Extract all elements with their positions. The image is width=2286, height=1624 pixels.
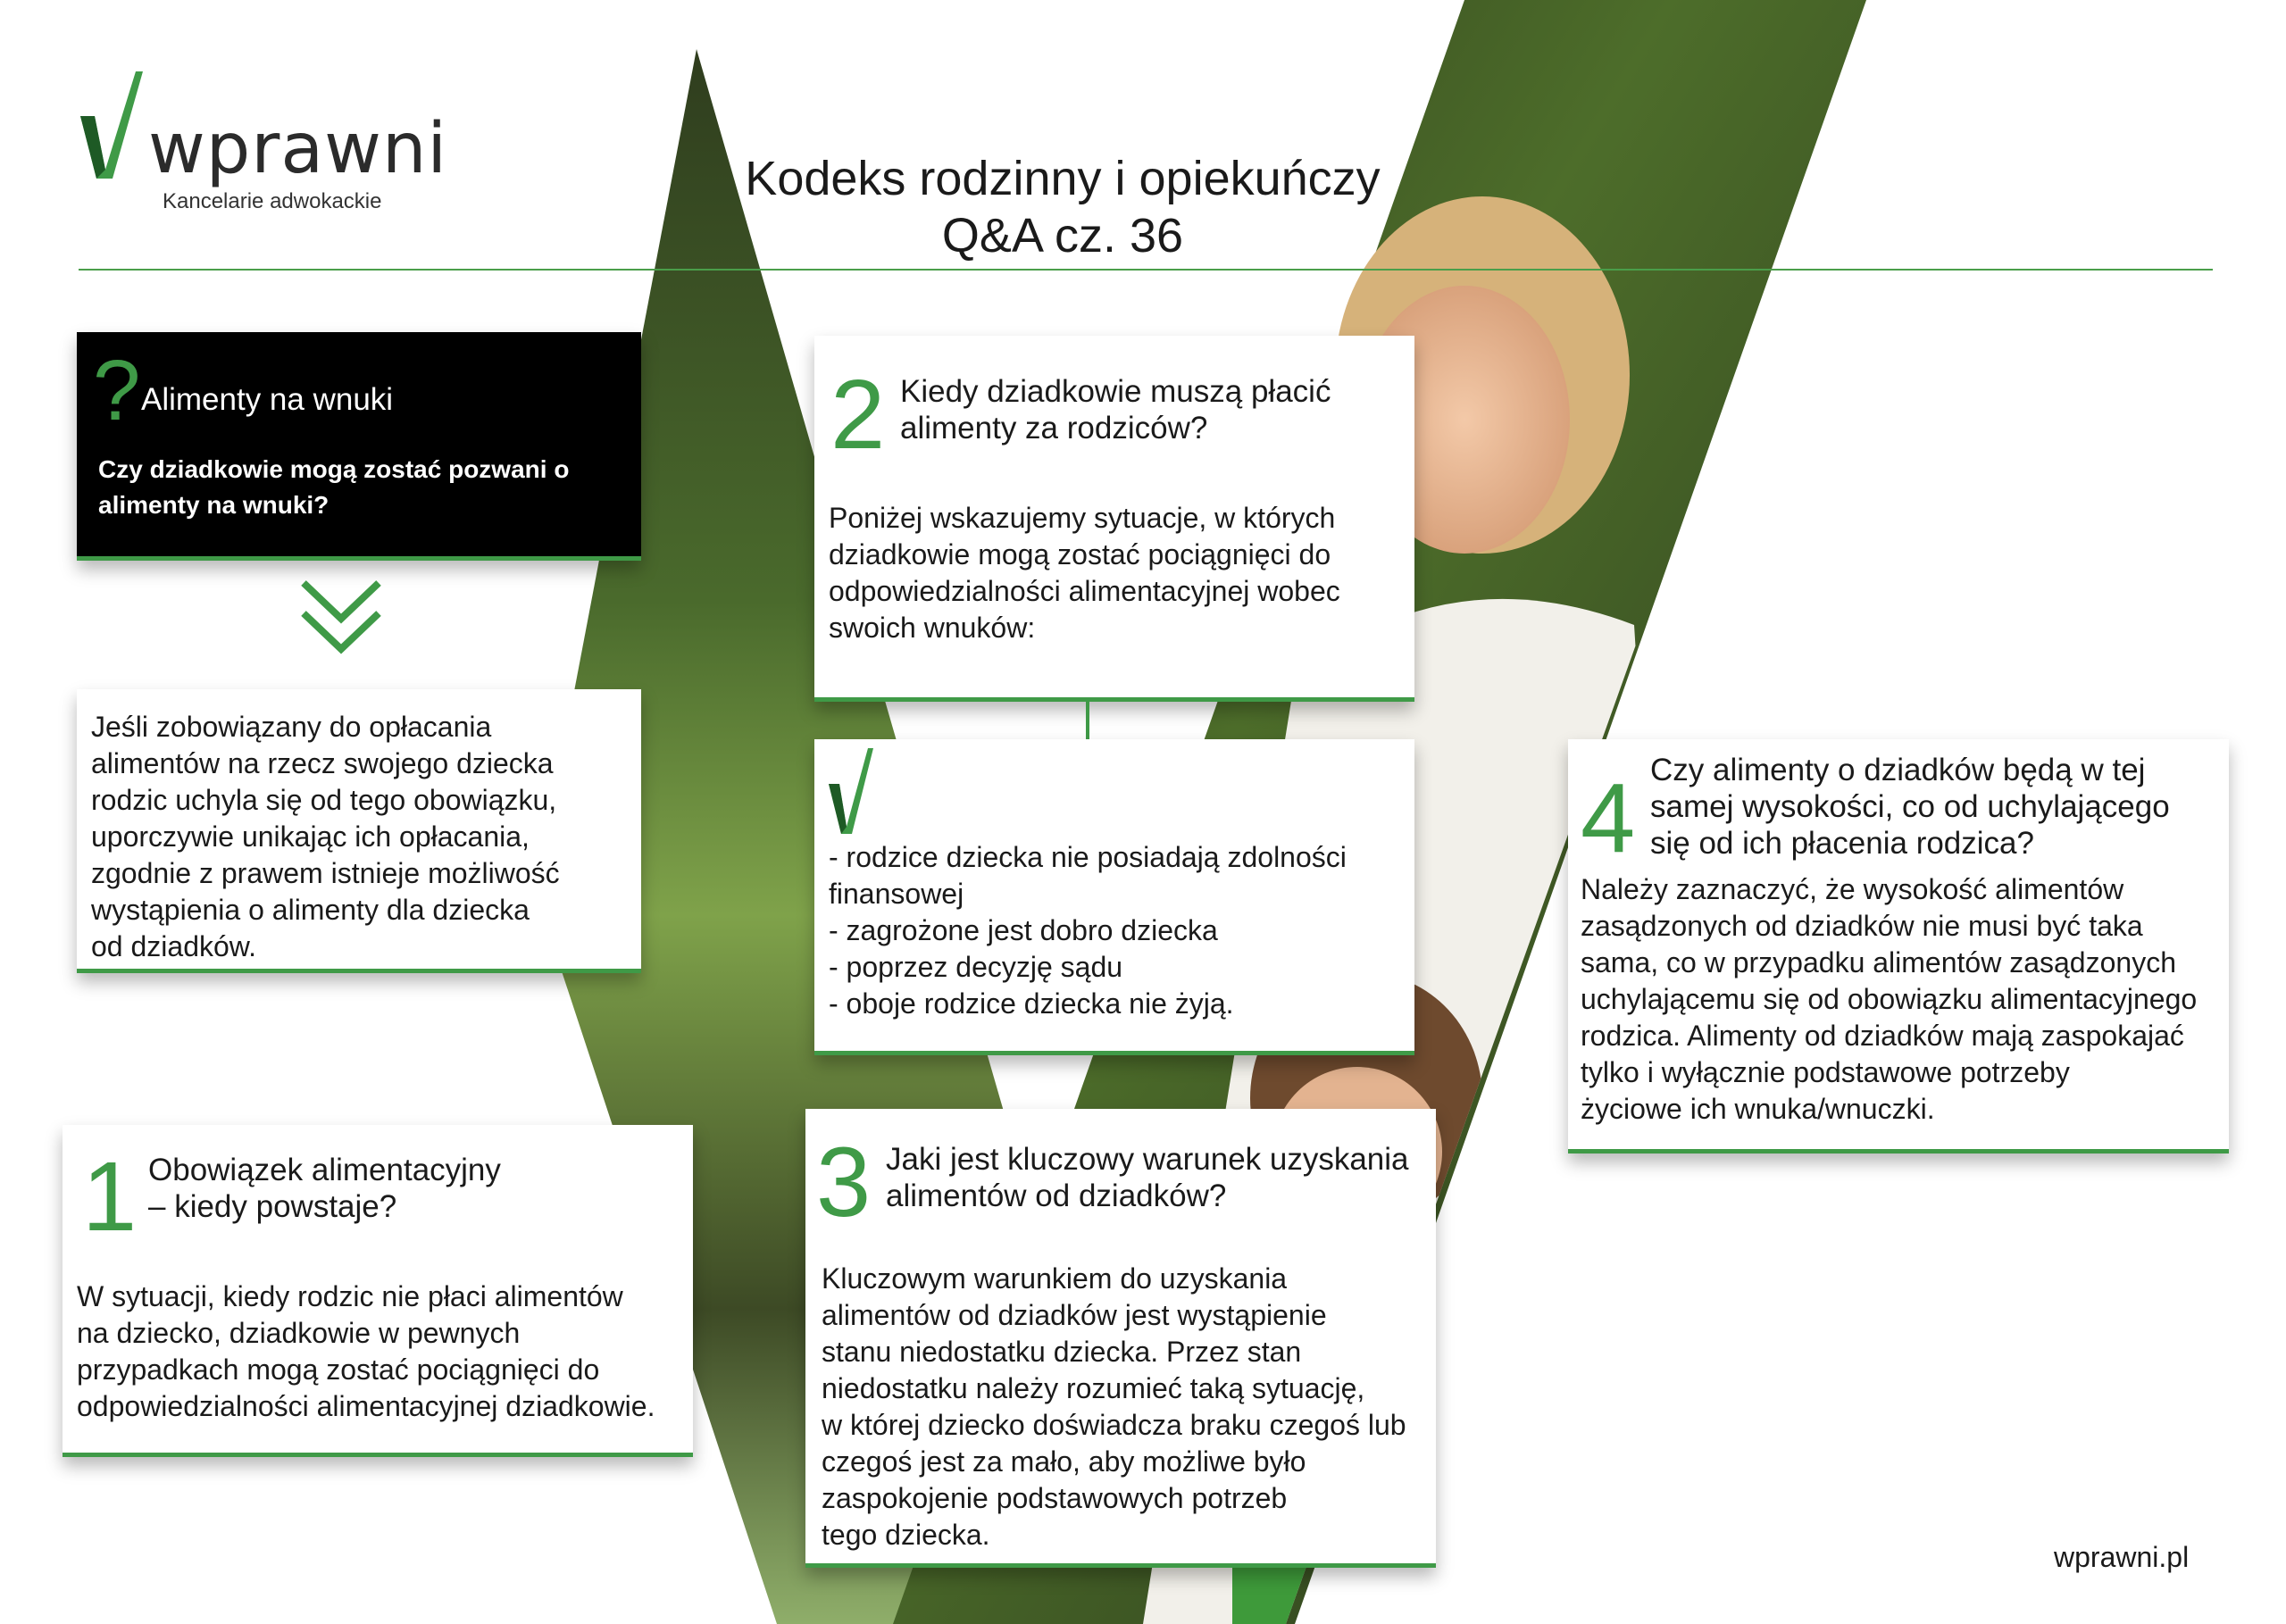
checklist-text: - rodzice dziecka nie posiadają zdolności finansowej - zagrożone jest dobro dziecka - poprzez decyzję sądu - oboje rodzice dziecka nie żyją. [829, 841, 1347, 1020]
section4-number: 4 [1581, 763, 1636, 873]
checkmark-logo-icon [80, 71, 143, 179]
section4-title: Czy alimenty o dziadków będą w tej samej wysokości, co od uchylającego się od ich płacenia rodzica? [1650, 753, 2170, 861]
section2-card [814, 336, 1414, 702]
section3-card [805, 1109, 1436, 1568]
section2-title: Kiedy dziadkowie muszą płacić alimenty za rodziców? [900, 374, 1331, 446]
checklist-card [814, 739, 1414, 1055]
section1-card [63, 1125, 693, 1457]
page-title-line2: Q&A cz. 36 [941, 209, 1184, 262]
section2-text: Poniżej wskazujemy sytuacje, w których dziadkowie mogą zostać pociągnięci do odpowiedzialności alimentacyjnej wobec swoich wnuków: [829, 502, 1340, 644]
footer-url-link[interactable]: wprawni.pl [2054, 1541, 2190, 1573]
section3-title: Jaki jest kluczowy warunek uzyskania alimentów od dziadków? [886, 1142, 1409, 1213]
intro-title: Alimenty na wnuki [141, 382, 394, 417]
page-title [697, 150, 1429, 264]
answer-text: Jeśli zobowiązany do opłacania alimentów na rzecz swojego dziecka rodzic uchyla się od tego obowiązku, uporczywie unikając ich opłacania, zgodnie z prawem istnieje możliwość wystąpienia o alimenty dla dziecka od dziadków. [91, 711, 560, 962]
section1-number: 1 [82, 1142, 138, 1252]
section3-text: Kluczowym warunkiem do uzyskania alimentów od dziadków jest wystąpienie stanu niedostatku dziecka. Przez stan niedostatku należy rozumieć taką sytuację, w której dziecko doświadcza braku czegoś lub czegoś jest za mało, aby możliwe było zaspokojenie podstawowych potrzeb tego dziecka. [822, 1262, 1406, 1551]
double-chevron-down-icon [296, 576, 386, 658]
section2-number: 2 [830, 360, 886, 470]
section3-number: 3 [816, 1128, 872, 1237]
connector-line [1086, 702, 1089, 741]
section1-text: W sytuacji, kiedy rodzic nie płaci alimentów na dziecko, dziadkowie w pewnych przypadkach mogą zostać pociągnięci do odpowiedzialności alimentacyjnej dziadkowie. [77, 1280, 655, 1422]
page-title-line1: Kodeks rodzinny i opiekuńczy [745, 152, 1381, 205]
header-divider [79, 269, 2213, 271]
section4-card [1568, 739, 2229, 1153]
brand-name: wprawni [148, 109, 448, 189]
answer-card [77, 689, 641, 973]
question-mark-icon: ? [93, 343, 141, 438]
checkmark-icon [829, 748, 873, 834]
brand-logo[interactable] [80, 71, 448, 223]
section1-title: Obowiązek alimentacyjny – kiedy powstaje? [148, 1153, 501, 1224]
brand-tagline: Kancelarie adwokackie [163, 189, 382, 213]
intro-card [77, 332, 641, 561]
intro-question: Czy dziadkowie mogą zostać pozwani o alimenty na wnuki? [98, 455, 570, 519]
section4-text: Należy zaznaczyć, że wysokość alimentów zasądzonych od dziadków nie musi być taka sama, co w przypadku alimentów zasądzonych uchylającemu się od obowiązku alimentacyjnego rodzica. Alimenty od dziadków mają zaspokajać tylko i wyłącznie podstawowe potrzeby życiowe ich wnuka/wnuczki. [1581, 873, 2198, 1125]
